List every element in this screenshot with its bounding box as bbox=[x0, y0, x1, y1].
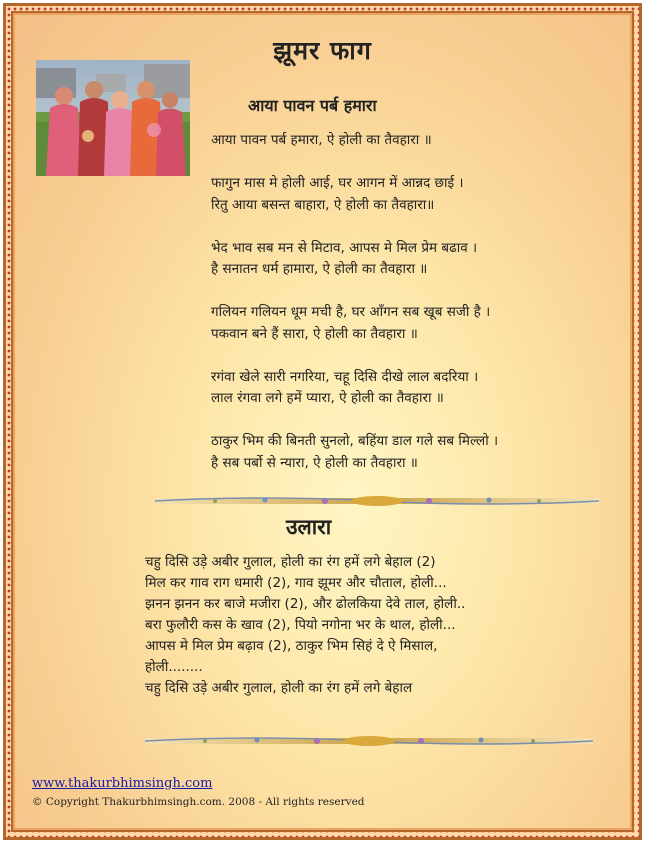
page-title: झूमर फाग bbox=[273, 36, 372, 65]
poem-line: लाल रंगवा लगे हमें प्यारा, ऐ होली का तैवहारा ॥ bbox=[211, 390, 444, 406]
ulara-line: चहु दिसि उड़े अबीर गुलाल, होली का रंग हमें लगे बेहाल (2) bbox=[145, 554, 436, 570]
poem-heading: आया पावन पर्ब हमारा bbox=[248, 96, 377, 115]
floral-divider-art bbox=[155, 494, 599, 508]
poem-line: फागुन मास मे होली आई, घर आगन में आन्नद छाई । bbox=[211, 175, 464, 191]
poem-line: आया पावन पर्ब हमारा, ऐ होली का तैवहारा ॥ bbox=[211, 132, 432, 148]
ulara-line: आपस मे मिल प्रेम बढ़ाव (2), ठाकुर भिम सिहं दे ऐ मिसाल, bbox=[145, 638, 438, 654]
stanza bbox=[211, 431, 630, 474]
poem-line: भेद भाव सब मन से मिटाव, आपस मे मिल प्रेम बढाव । bbox=[211, 239, 478, 256]
floral-divider-art bbox=[145, 734, 593, 748]
photo-illustration bbox=[36, 60, 190, 176]
poem-line: ठाकुर भिम की बिनती सुनलो, बहिंया डाल गले सब मिल्लो । bbox=[211, 433, 499, 449]
poem-line: पकवान बने हैं सारा, ऐ होली का तैवहारा ॥ bbox=[211, 325, 418, 342]
decorative-border bbox=[3, 3, 642, 840]
ulara-line: होली........ bbox=[145, 659, 203, 675]
border-inner-line bbox=[11, 11, 634, 832]
poem-line: है सब पर्बो से न्यारा, ऐ होली का तैवहारा ॥ bbox=[211, 454, 418, 471]
stanza bbox=[211, 130, 630, 152]
poem-line: रगंवा खेले सारी नगरिया, चहू दिसि दीखे लाल बदरिया । bbox=[211, 368, 479, 385]
stanza bbox=[211, 173, 630, 216]
ulara-line: बरा फुलौरी कस के खाव (2), पियो नगोना भर के थाल, होली... bbox=[145, 617, 456, 633]
ulara-line: झनन झनन कर बाजे मजीरा (2), और ढोलकिया देवे ताल, होली.. bbox=[145, 596, 466, 612]
floral-divider bbox=[145, 733, 593, 747]
poem-line: रितु आया बसन्त बाहारा, ऐ होली का तैवहारा॥ bbox=[211, 196, 435, 213]
page bbox=[15, 15, 630, 828]
ulara-line: मिल कर गाव राग धमारी (2), गाव झूमर और चौताल, होली... bbox=[145, 575, 447, 591]
stanza bbox=[211, 367, 630, 410]
floral-divider bbox=[155, 493, 599, 507]
ulara-body bbox=[145, 552, 605, 699]
poem-line: गलियन गलियन धूम मची है, घर आँगन सब खूब सजी है । bbox=[211, 304, 491, 320]
holi-celebration-photo bbox=[36, 60, 190, 176]
stanza bbox=[211, 238, 630, 281]
poem-body bbox=[211, 130, 630, 496]
poem-line: है सनातन धर्म हामारा, ऐ होली का तैवहारा ॥ bbox=[211, 261, 428, 277]
ulara-heading: उलारा bbox=[286, 515, 332, 539]
website-link[interactable]: www.thakurbhimsingh.com bbox=[32, 776, 213, 791]
border-dots bbox=[6, 6, 639, 837]
copyright-text: © Copyright Thakurbhimsingh.com. 2008 - All rights reserved bbox=[32, 796, 365, 808]
ulara-line: चहु दिसि उड़े अबीर गुलाल, होली का रंग हमें लगे बेहाल bbox=[145, 680, 413, 696]
stanza bbox=[211, 302, 630, 345]
